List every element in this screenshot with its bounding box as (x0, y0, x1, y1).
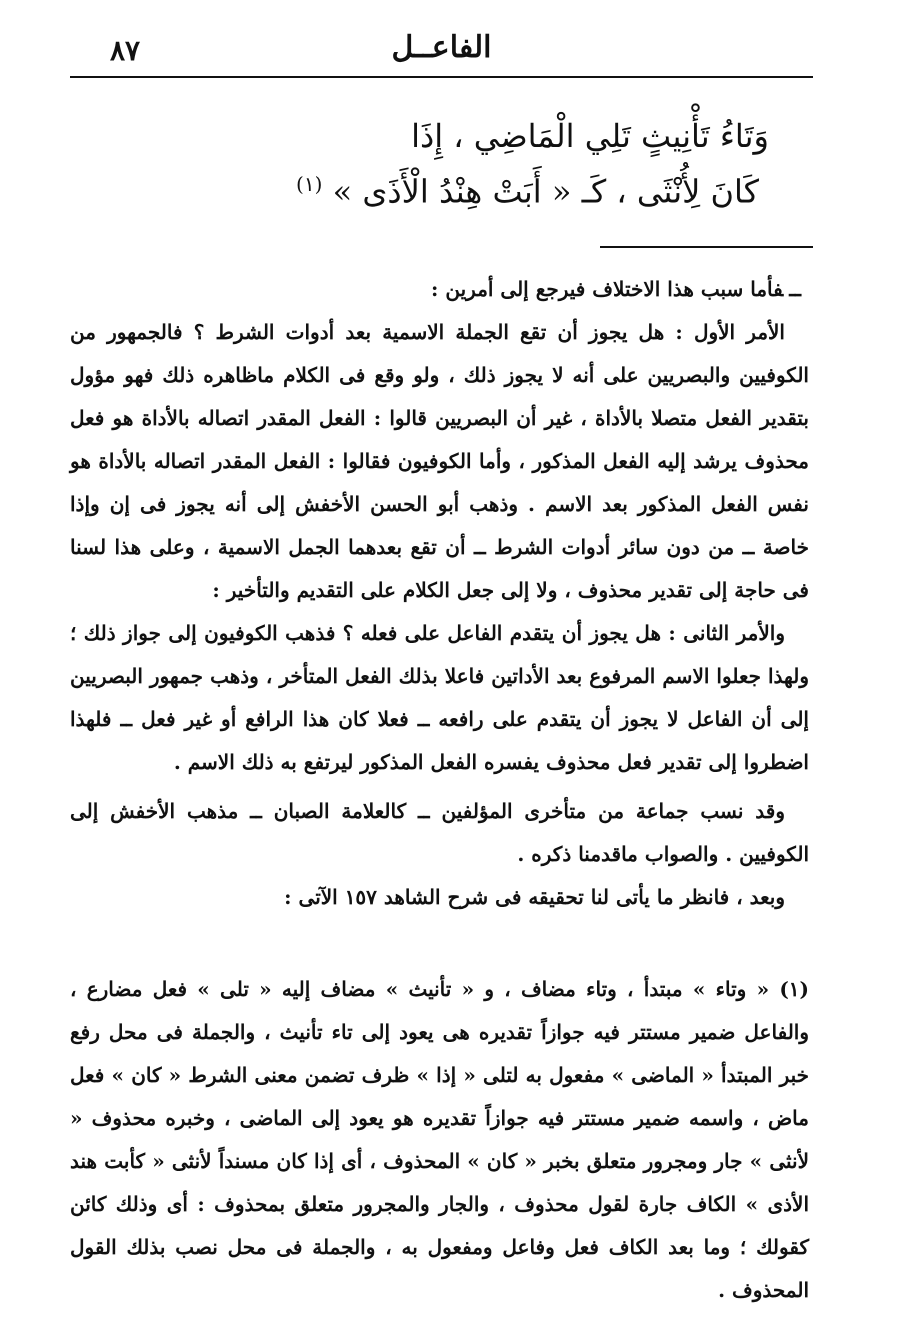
footnote-text: (١) « وتاء » مبتدأ ، وتاء مضاف ، و « تأنيث » مضاف إليه « تلى » فعل مضارع ، والفاعل ضمير مستتر فيه جوازاً تقديره هى يعود إلى تاء تأنيث ، والجملة فى محل رفع خبر المبتدأ « الماضى » مفعول به لتلى « إذا » ظرف تضمن معنى الشرط « كان » فعل ماض ، واسمه ضمير مستتر فيه جوازاً تقديره هو يعود إلى الماضى ، وخبره محذوف « لأنثى » جار ومجرور متعلق بخبر « كان » المحذوف ، أى إذا كان مسنداً لأنثى « كأبت هند الأذى » الكاف جارة لقول محذوف ، والجار والمجرور متعلق بمحذوف : أى وذلك كائن كقولك ؛ وما بعد الكاف فعل وفاعل ومفعول به ، والجملة فى محل نصب بذلك القول المحذوف . (70, 977, 809, 1302)
paragraph-attribution: وقد نسب جماعة من متأخرى المؤلفين ــ كالعلامة الصبان ــ مذهب الأخفش إلى الكوفيين . والصواب ماقدمنا ذكره . (70, 799, 809, 866)
paragraph-reference: وبعد ، فانظر ما يأتى لنا تحقيقه فى شرح الشاهد ١٥٧ الآتى : (284, 885, 785, 909)
header-rule (70, 76, 813, 78)
separator-rule (600, 246, 813, 248)
main-text (70, 268, 809, 919)
footnote (70, 968, 809, 1312)
paragraph-second-matter: والأمر الثانى : هل يجوز أن يتقدم الفاعل على فعله ؟ فذهب الكوفيون إلى جواز ذلك ؛ ولهذا جعلوا الاسم المرفوع بعد الأداتين فاعلا بذلك الفعل المتأخر ، وذهب جمهور البصريين إلى أن الفاعل لا يجوز أن يتقدم على رافعه ــ فعلا كان هذا الرافع أو غير فعل ــ فلهذا اضطروا إلى تقدير فعل محذوف يفسره الفعل المذكور ليرتفع به ذلك الاسم . (70, 621, 809, 774)
paragraph-first-matter: الأمر الأول : هل يجوز أن تقع الجملة الاسمية بعد أدوات الشرط ؟ فالجمهور من الكوفيين والبصريين على أنه لا يجوز ذلك ، ولو وقع فى الكلام ماظاهره ذلك فهو مؤول بتقدير الفعل متصلا بالأداة ، غير أن البصريين قالوا : الفعل المقدر اتصاله بالأداة هو فعل محذوف يرشد إليه الفعل المذكور ، وأما الكوفيون فقالوا : الفعل المقدر اتصاله بالأداة هو نفس الفعل المذكور بعد الاسم . وذهب أبو الحسن الأخفش إلى أنه يجوز فى إن وإذا خاصة ــ من دون سائر أدوات الشرط ــ أن تقع بعدهما الجمل الاسمية ، وعلى هذا لسنا فى حاجة إلى تقدير محذوف ، ولا إلى جعل الكلام على التقديم والتأخير : (70, 320, 809, 602)
verse-line-1: وَتَاءُ تَأْنِيثٍ تَلِي الْمَاضِي ، إِذَا (411, 117, 769, 155)
verse-line-2-text: كَانَ لِأُنْثَى ، كَـ « أَبَتْ هِنْدُ الْأَذَى » (332, 172, 759, 211)
footnote-marker: (١) (296, 172, 323, 196)
paragraph-intro-text: فأما سبب هذا الاختلاف فيرجع إلى أمرين : (431, 277, 784, 301)
page-header (70, 28, 813, 70)
running-title: الفاعــل (391, 30, 492, 65)
paragraph-intro (70, 268, 809, 311)
page-number: ٨٧ (110, 34, 141, 67)
verse-line-2 (119, 160, 759, 216)
paragraph-lead-mark: ــ (789, 277, 801, 301)
